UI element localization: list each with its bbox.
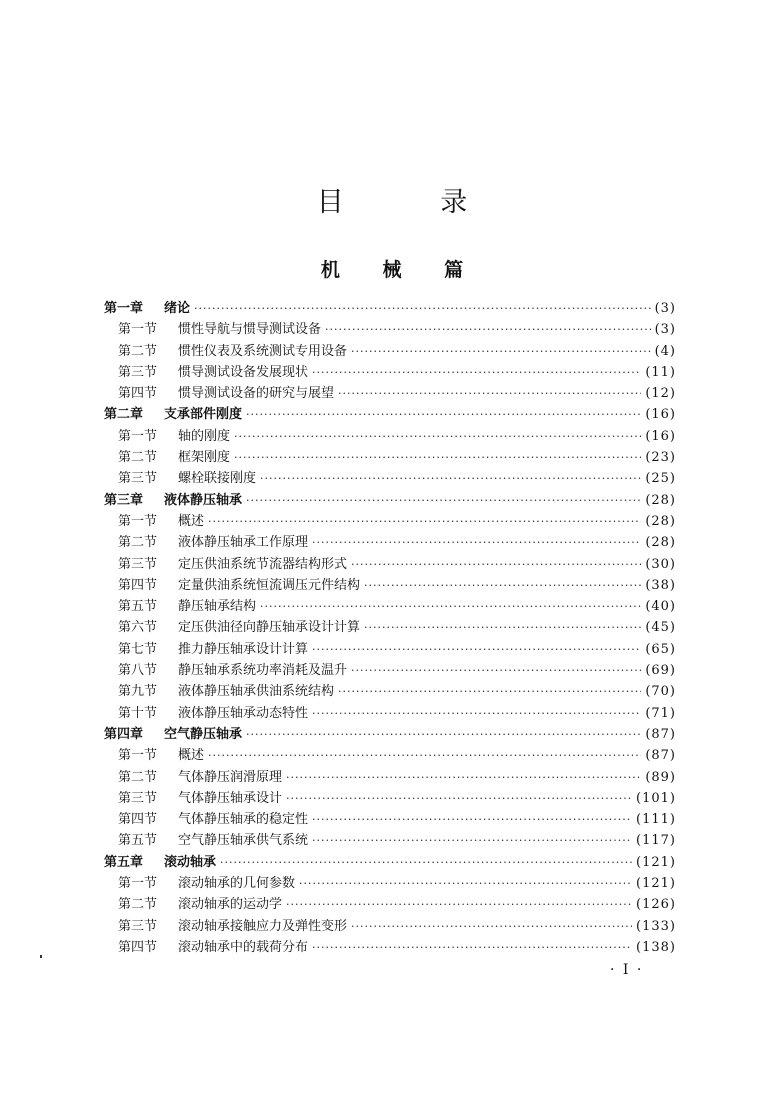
toc-chapter-entry <box>104 851 676 872</box>
toc-entry-label: 第五章 <box>104 854 144 870</box>
dot-leader <box>364 579 641 592</box>
toc-section-entry <box>104 510 676 531</box>
toc-entry-page: (101) <box>636 790 676 806</box>
toc-entry-page: (23) <box>645 450 676 466</box>
toc-section-entry <box>104 382 676 403</box>
toc-entry-page: (3) <box>654 322 676 338</box>
toc-entry-title: 空气静压轴承供气系统 <box>178 833 309 849</box>
toc-entry-title: 概述 <box>178 748 205 764</box>
dot-leader <box>351 345 651 358</box>
toc-entry-page: (121) <box>636 854 676 870</box>
toc-entry-page: (28) <box>645 513 676 529</box>
toc-entry-title: 定压供油系统节流器结构形式 <box>178 556 348 572</box>
toc-entry-label: 第二节 <box>118 535 158 551</box>
toc-entry-page: (138) <box>636 939 676 955</box>
toc-entry-label: 第二节 <box>118 343 158 359</box>
toc-entry-label: 第三节 <box>118 364 158 380</box>
toc-section-entry <box>104 936 676 957</box>
toc-entry-title: 滚动轴承的运动学 <box>178 897 283 913</box>
toc-entry-page: (3) <box>654 301 676 316</box>
toc-entry-label: 第四节 <box>118 939 158 955</box>
toc-entry-label: 第九节 <box>118 684 158 700</box>
dot-leader <box>338 685 641 698</box>
toc-section-entry <box>104 702 676 723</box>
page-number: · I · <box>610 962 644 978</box>
toc-section-entry <box>104 616 676 637</box>
toc-entry-label: 第三节 <box>118 790 158 806</box>
toc-section-entry <box>104 574 676 595</box>
dot-leader <box>351 920 632 933</box>
toc-entry-page: (16) <box>645 428 676 444</box>
toc-entry-label: 第一节 <box>118 748 158 764</box>
toc-section-entry <box>104 829 676 850</box>
dot-leader <box>299 877 632 890</box>
dot-leader <box>220 856 632 869</box>
toc-chapter-entry <box>104 297 676 318</box>
toc-entry-title: 惯性导航与惯导测试设备 <box>178 322 322 338</box>
toc-entry-title: 定压供油径向静压轴承设计计算 <box>178 620 361 636</box>
toc-entry-title: 定量供油系统恒流调压元件结构 <box>178 577 361 593</box>
toc-entry-page: (111) <box>636 812 676 828</box>
toc-section-entry <box>104 766 676 787</box>
toc-section-entry <box>104 318 676 339</box>
toc-entry-title: 空气静压轴承 <box>164 726 243 742</box>
toc-entry-label: 第二节 <box>118 769 158 785</box>
toc-section-entry <box>104 553 676 574</box>
toc-entry-page: (87) <box>645 748 676 764</box>
toc-section-entry <box>104 872 676 893</box>
toc-entry-page: (38) <box>645 577 676 593</box>
toc-entry-title: 液体静压轴承动态特性 <box>178 705 309 721</box>
toc-entry-label: 第五节 <box>118 599 158 615</box>
toc-entry-page: (117) <box>636 833 676 849</box>
toc-section-entry <box>104 744 676 765</box>
toc-section-entry <box>104 595 676 616</box>
toc-entry-page: (45) <box>645 620 676 636</box>
toc-section-entry <box>104 425 676 446</box>
toc-entry-title: 绪论 <box>164 301 191 316</box>
toc-entry-label: 第七节 <box>118 641 158 657</box>
toc-section-entry <box>104 638 676 659</box>
toc-entry-page: (126) <box>636 897 676 913</box>
scan-speck <box>40 955 42 958</box>
dot-leader <box>208 749 641 762</box>
toc-entry-page: (121) <box>636 876 676 892</box>
dot-leader <box>338 387 641 400</box>
toc-entry-page: (69) <box>645 663 676 679</box>
toc-entry-page: (25) <box>645 471 676 487</box>
toc-chapter-entry <box>104 489 676 510</box>
toc-entry-label: 第一节 <box>118 322 158 338</box>
toc-section-entry <box>104 808 676 829</box>
dot-leader <box>234 451 641 464</box>
toc-entry-title: 惯性仪表及系统测试专用设备 <box>178 343 348 359</box>
toc-entry-title: 推力静压轴承设计计算 <box>178 641 309 657</box>
toc-entry-title: 液体静压轴承供油系统结构 <box>178 684 335 700</box>
toc-entry-label: 第一章 <box>104 301 144 316</box>
toc-entry-title: 气体静压润滑原理 <box>178 769 283 785</box>
dot-leader <box>246 494 641 507</box>
toc-entry-page: (28) <box>645 535 676 551</box>
dot-leader <box>246 408 641 421</box>
dot-leader <box>286 771 641 784</box>
toc-entry-title: 框架刚度 <box>178 450 231 466</box>
dot-leader <box>312 941 632 954</box>
toc-entry-title: 概述 <box>178 513 205 529</box>
dot-leader <box>312 707 641 720</box>
dot-leader <box>325 323 651 336</box>
section-heading: 机 械 篇 <box>320 259 482 281</box>
toc-entry-label: 第三节 <box>118 471 158 487</box>
toc-entry-title: 惯导测试设备的研究与展望 <box>178 386 335 402</box>
toc-entry-label: 第三节 <box>118 918 158 934</box>
toc-chapter-entry <box>104 723 676 744</box>
toc-section-entry <box>104 467 676 488</box>
dot-leader <box>286 898 632 911</box>
toc-entry-label: 第四节 <box>118 812 158 828</box>
toc-entry-page: (40) <box>645 599 676 615</box>
toc-entry-page: (133) <box>636 918 676 934</box>
toc-section-entry <box>104 361 676 382</box>
toc-entry-title: 支承部件刚度 <box>164 407 243 423</box>
toc-entry-title: 气体静压轴承的稳定性 <box>178 812 309 828</box>
toc-entry-label: 第五节 <box>118 833 158 849</box>
toc-section-entry <box>104 680 676 701</box>
toc-entry-page: (12) <box>645 386 676 402</box>
toc-entry-title: 气体静压轴承设计 <box>178 790 283 806</box>
dot-leader <box>246 728 641 741</box>
toc-entry-title: 液体静压轴承工作原理 <box>178 535 309 551</box>
dot-leader <box>312 834 632 847</box>
toc-entry-label: 第一节 <box>118 428 158 444</box>
toc-entry-label: 第八节 <box>118 663 158 679</box>
dot-leader <box>194 302 651 315</box>
toc-entry-label: 第三节 <box>118 556 158 572</box>
dot-leader <box>364 621 641 634</box>
toc-entry-label: 第一节 <box>118 876 158 892</box>
toc-entry-page: (11) <box>645 364 676 380</box>
toc-section-entry <box>104 340 676 361</box>
toc-entry-label: 第四节 <box>118 577 158 593</box>
toc-section-entry <box>104 893 676 914</box>
toc-entry-title: 轴的刚度 <box>178 428 231 444</box>
toc-entry-title: 滚动轴承接触应力及弹性变形 <box>178 918 348 934</box>
dot-leader <box>260 472 641 485</box>
toc-entry-title: 静压轴承结构 <box>178 599 257 615</box>
dot-leader <box>312 643 641 656</box>
toc-section-entry <box>104 531 676 552</box>
toc-entry-page: (65) <box>645 641 676 657</box>
toc-section-entry <box>104 787 676 808</box>
toc-entry-title: 惯导测试设备发展现状 <box>178 364 309 380</box>
dot-leader <box>312 536 641 549</box>
toc-entry-title: 滚动轴承的几何参数 <box>178 876 296 892</box>
toc-section-entry <box>104 659 676 680</box>
toc-entry-title: 滚动轴承 <box>164 854 217 870</box>
dot-leader <box>351 558 641 571</box>
toc-chapter-entry <box>104 403 676 424</box>
dot-leader <box>312 366 641 379</box>
toc-entry-title: 静压轴承系统功率消耗及温升 <box>178 663 348 679</box>
toc-entry-page: (87) <box>645 726 676 742</box>
toc-entry-label: 第二节 <box>118 450 158 466</box>
toc-section-entry <box>104 915 676 936</box>
dot-leader <box>286 792 632 805</box>
table-of-contents <box>104 297 676 957</box>
toc-entry-page: (16) <box>645 407 676 423</box>
toc-entry-title: 液体静压轴承 <box>164 492 243 508</box>
toc-entry-title: 螺栓联接刚度 <box>178 471 257 487</box>
toc-entry-page: (89) <box>645 769 676 785</box>
toc-entry-page: (71) <box>645 705 676 721</box>
toc-entry-page: (4) <box>654 343 676 359</box>
page-title: 目 录 <box>316 187 512 218</box>
dot-leader <box>351 664 641 677</box>
toc-section-entry <box>104 446 676 467</box>
toc-entry-label: 第四章 <box>104 726 144 742</box>
dot-leader <box>260 600 641 613</box>
toc-entry-label: 第一节 <box>118 513 158 529</box>
toc-entry-label: 第二节 <box>118 897 158 913</box>
dot-leader <box>208 515 641 528</box>
dot-leader <box>234 430 641 443</box>
toc-entry-page: (30) <box>645 556 676 572</box>
toc-entry-label: 第三章 <box>104 492 144 508</box>
toc-entry-label: 第四节 <box>118 386 158 402</box>
toc-entry-label: 第二章 <box>104 407 144 423</box>
toc-entry-label: 第十节 <box>118 705 158 721</box>
toc-entry-page: (70) <box>645 684 676 700</box>
toc-entry-label: 第六节 <box>118 620 158 636</box>
toc-entry-page: (28) <box>645 492 676 508</box>
dot-leader <box>312 813 632 826</box>
toc-entry-title: 滚动轴承中的载荷分布 <box>178 939 309 955</box>
